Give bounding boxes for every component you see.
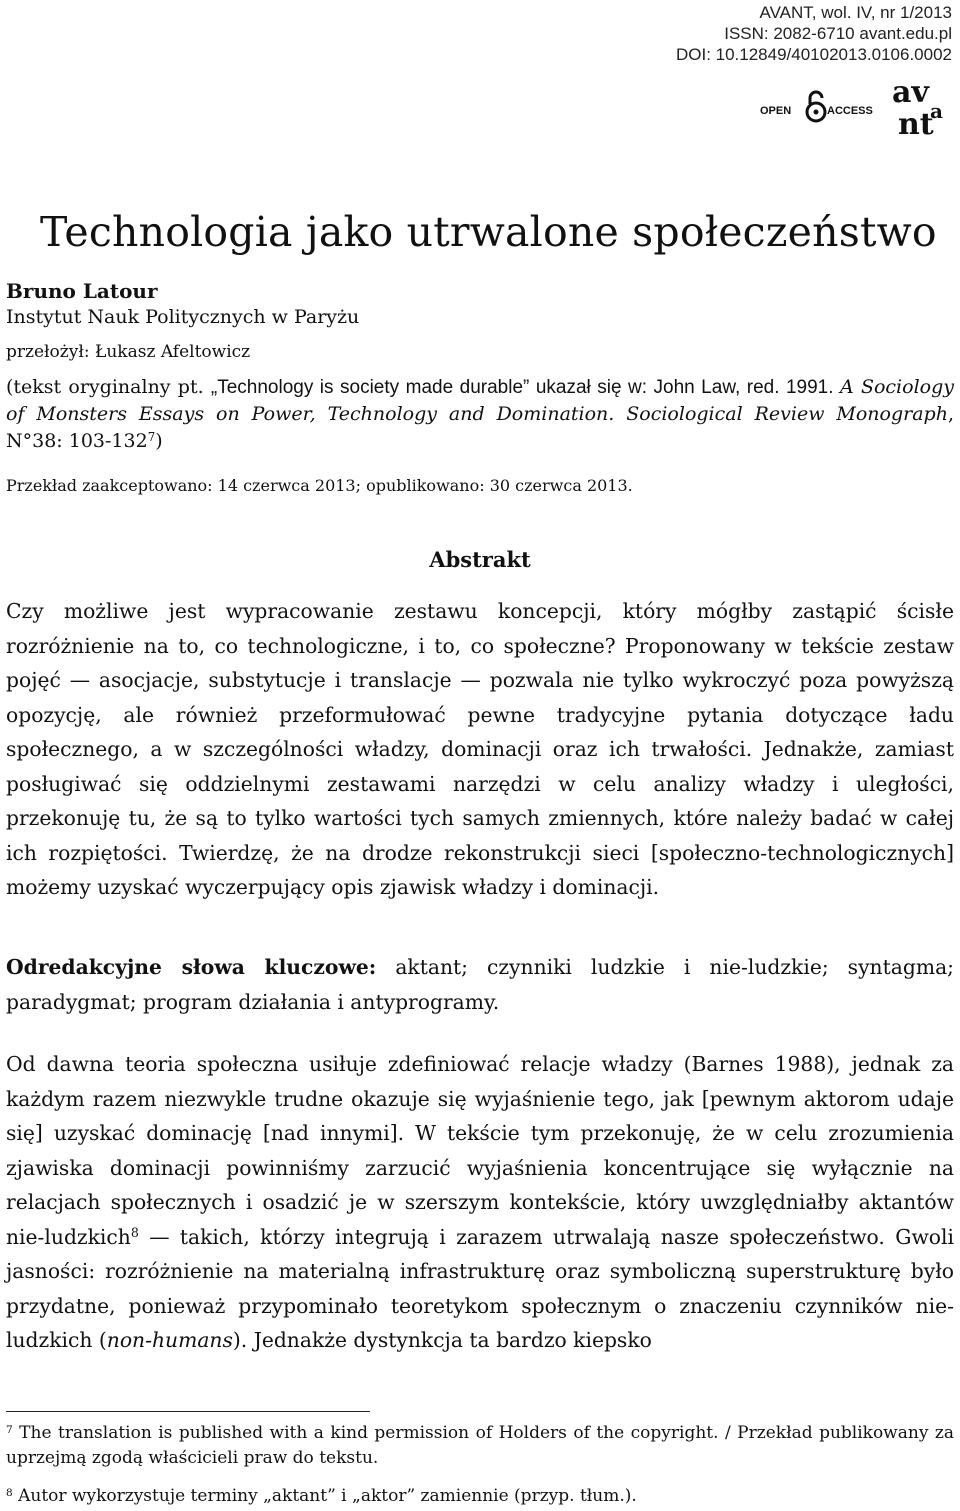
- svg-text:nt: nt: [898, 107, 934, 138]
- footnote-7: [6, 1421, 954, 1471]
- original-book-title: A Sociology of Monsters Essays on Power, Technology and Domination. Sociological Review Monograph: [6, 376, 954, 425]
- keywords-text: aktant; czynniki ludzkie i nie-ludzkie; syntagma; paradygmat; program działania i antyprogramy.: [6, 955, 954, 1014]
- keywords-label: Odredakcyjne słowa kluczowe:: [6, 955, 377, 979]
- footnote-8-number: 8: [6, 1486, 13, 1499]
- footnote-8: [6, 1484, 954, 1509]
- svg-text:a: a: [930, 99, 943, 123]
- body-part-1: Od dawna teoria społeczna usiłuje zdefiniować relacje władzy (Barnes 1988), jednak za każdym razem niezwykle trudne okazuje się wyjaśnienie tego, jak [pewnym aktorom udaje się] uzyskać dominację [nad innymi]. W tekście tym przekonuję, że w celu zrozumienia zjawiska dominacji powinniśmy zarzucić wyjaśnienia koncentrujące się wyłącznie na relacjach społecznych i osadzić je w szerszym kontekście, który uwzględniałby aktantów nie-ludzkich: [6, 1052, 954, 1249]
- journal-issn: ISSN: 2082-6710 avant.edu.pl: [724, 24, 952, 43]
- abstract-text: Czy możliwe jest wypracowanie zestawu koncepcji, który mógłby zastąpić ścisłe rozróżnienie na to, co technologiczne, i to, co społeczne? Proponowany w tekście zestaw pojęć — asocjacje, substytucje i translacje — pozwala nie tylko wykroczyć poza powyższą opozycję, ale również przeformułować pewne tradycyjne pytania dotyczące ładu społecznego, a w szczególności władzy, dominacji oraz ich trwałości. Jednakże, zamiast posługiwać się oddzielnymi zestawami narzędzi w celu analizy władzy i uległości, przekonuję tu, że są to tylko wartości tych samych zmiennych, które należy badać w całej ich rozpiętości. Twierdzę, że na drodze rekonstrukcji sieci [społeczno-technologicznych] możemy uzyskać wyczerpujący opis zjawisk władzy i dominacji.: [6, 599, 954, 899]
- article-title: Technologia jako utrwalone społeczeństwo: [40, 208, 937, 256]
- body-part-3: ). Jednakże dystynkcja ta bardzo kiepsko: [232, 1328, 652, 1352]
- author-institution: Instytut Nauk Politycznych w Paryżu: [6, 306, 360, 328]
- original-source: [6, 374, 954, 455]
- body-italic-term: non-humans: [106, 1328, 233, 1352]
- abstract-heading: Abstrakt: [429, 547, 531, 572]
- original-title: „Technology is society made durable”: [210, 377, 530, 398]
- footnote-7-text: The translation is published with a kind permission of Holders of the copyright. / Przekład publikowany za uprzejmą zgodą właścicieli praw do tekstu.: [6, 1423, 954, 1468]
- footnote-7-number: 7: [6, 1423, 13, 1436]
- original-close: ): [155, 430, 163, 452]
- footnote-ref-7[interactable]: 7: [147, 430, 156, 445]
- original-suffix: , N°38: 103-132: [6, 403, 954, 452]
- original-prefix: (tekst oryginalny pt.: [6, 376, 211, 398]
- journal-doi: DOI: 10.12849/40102013.0106.0002: [675, 45, 952, 64]
- svg-text:av: av: [892, 75, 929, 110]
- body-paragraph: [6, 1047, 954, 1358]
- translator-credit: przełożył: Łukasz Afeltowicz: [6, 342, 251, 362]
- logos: [760, 74, 950, 138]
- author-name: Bruno Latour: [6, 279, 158, 303]
- body-part-2: — takich, którzy integrują i zarazem utrwalają nasze społeczeństwo. Gwoli jasności: rozróżnienie na materialną infrastrukturę oraz symboliczną superstrukturę było przydatne, ponieważ przypominało teoretykom społecznym o znaczeniu czynników nie-ludzkich (: [6, 1224, 954, 1352]
- journal-header: [676, 2, 952, 65]
- footnote-8-text: Autor wykorzystuje terminy „aktant” i „aktor” zamiennie (przyp. tłum.).: [18, 1486, 637, 1506]
- footnote-ref-8[interactable]: 8: [130, 1225, 139, 1241]
- journal-issue: AVANT, wol. IV, nr 1/2013: [759, 3, 952, 22]
- avant-logo: [890, 74, 950, 138]
- publication-dates: Przekład zaakceptowano: 14 czerwca 2013; opublikowano: 30 czerwca 2013.: [6, 476, 633, 495]
- open-access-logo: [760, 90, 880, 126]
- open-access-word-access: ACCESS: [827, 105, 873, 117]
- original-mid: ukazał się w: John Law, red. 1991.: [529, 377, 840, 398]
- keywords: [6, 950, 954, 1019]
- footnote-divider: [6, 1411, 370, 1412]
- open-access-lock-icon: [807, 92, 825, 121]
- open-access-word-open: OPEN: [760, 105, 792, 117]
